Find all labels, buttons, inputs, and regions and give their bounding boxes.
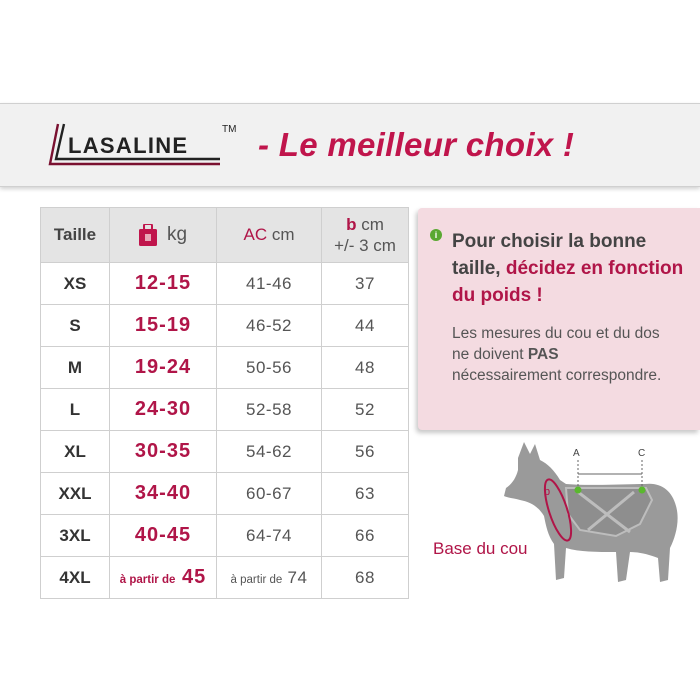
info-body-end: nécessairement correspondre. <box>452 367 662 384</box>
tagline: - Le meilleur choix ! <box>258 126 575 163</box>
cell-b: 52 <box>322 389 409 431</box>
ac-prefix: à partir de <box>230 573 283 586</box>
cell-size: L <box>41 389 110 431</box>
header-b-label: b <box>346 215 357 234</box>
header-b <box>322 208 409 263</box>
table-row <box>41 389 409 431</box>
weight-prefix: à partir de <box>119 574 176 586</box>
info-heading-highlight: décidez en fonction du poids ! <box>452 258 684 306</box>
info-body <box>452 323 672 386</box>
cell-ac: 54-62 <box>217 431 322 473</box>
cell-size: XXL <box>41 473 110 515</box>
info-box <box>418 208 700 430</box>
table-row <box>41 473 409 515</box>
cell-weight: 19-24 <box>110 347 217 389</box>
label-a: A <box>573 448 580 459</box>
logo-trademark: TM <box>222 124 237 135</box>
cell-b: 66 <box>322 515 409 557</box>
table-row <box>41 557 409 599</box>
weight-value: 45 <box>181 566 207 588</box>
table-row <box>41 305 409 347</box>
cell-b: 37 <box>322 263 409 305</box>
header-banner <box>0 103 700 187</box>
cell-weight: 30-35 <box>110 431 217 473</box>
cell-weight: 15-19 <box>110 305 217 347</box>
cell-ac: 46-52 <box>217 305 322 347</box>
cell-size: XL <box>41 431 110 473</box>
logo-text: LASALINE <box>68 133 189 158</box>
size-table <box>40 207 409 599</box>
header-ac-label: AC <box>243 225 268 244</box>
cell-weight <box>110 557 217 599</box>
point-a-marker <box>575 487 582 494</box>
table-row <box>41 263 409 305</box>
label-b: b <box>544 486 551 498</box>
cell-weight: 34-40 <box>110 473 217 515</box>
header-b-tolerance: +/- 3 cm <box>334 236 396 255</box>
lasaline-logo <box>44 120 239 170</box>
table-row <box>41 347 409 389</box>
cell-ac: 52-58 <box>217 389 322 431</box>
cell-ac: 60-67 <box>217 473 322 515</box>
table-row <box>41 431 409 473</box>
header-size: Taille <box>41 208 110 263</box>
cell-size: S <box>41 305 110 347</box>
point-c-marker <box>639 487 646 494</box>
cell-b: 44 <box>322 305 409 347</box>
header-weight <box>110 208 217 263</box>
cell-size: XS <box>41 263 110 305</box>
label-c: C <box>638 448 646 459</box>
cell-ac <box>217 557 322 599</box>
neck-base-caption: Base du cou <box>433 539 528 558</box>
info-heading-start: Pour choisir la bonne taille, <box>452 231 647 279</box>
cell-size: M <box>41 347 110 389</box>
cell-b: 63 <box>322 473 409 515</box>
header-ac-unit: cm <box>271 225 295 244</box>
table-header-row <box>41 208 409 263</box>
cell-weight: 24-30 <box>110 389 217 431</box>
weight-icon <box>139 224 157 246</box>
cell-size: 4XL <box>41 557 110 599</box>
info-body-start: Les mesures du cou et du dos ne doivent <box>452 325 660 363</box>
header-b-unit: cm <box>361 215 384 234</box>
cell-ac: 50-56 <box>217 347 322 389</box>
cell-weight: 40-45 <box>110 515 217 557</box>
cell-ac: 64-74 <box>217 515 322 557</box>
info-heading <box>452 228 697 309</box>
cell-b: 56 <box>322 431 409 473</box>
cell-weight: 12-15 <box>110 263 217 305</box>
cell-b: 68 <box>322 557 409 599</box>
header-ac <box>217 208 322 263</box>
dog-measurement-diagram <box>420 440 700 600</box>
cell-b: 48 <box>322 347 409 389</box>
header-weight-unit: kg <box>166 224 188 245</box>
info-body-bold: PAS <box>527 346 559 363</box>
info-icon: i <box>430 229 442 241</box>
cell-ac: 41-46 <box>217 263 322 305</box>
table-row <box>41 515 409 557</box>
cell-size: 3XL <box>41 515 110 557</box>
ac-value: 74 <box>287 567 308 587</box>
